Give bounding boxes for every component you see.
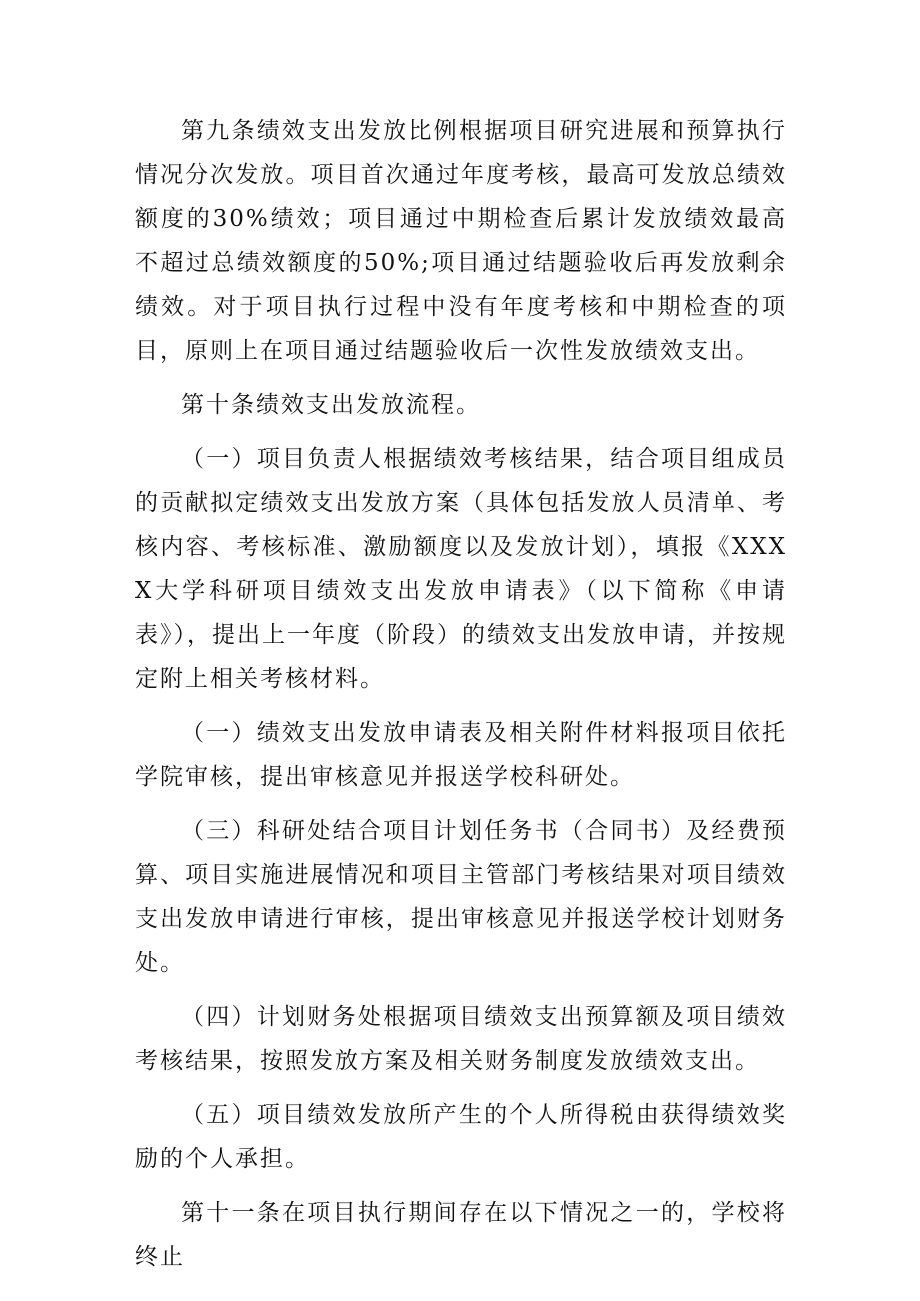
document-body — [135, 109, 787, 1279]
article-10-item-5: （五）项目绩效发放所产生的个人所得税由获得绩效奖励的个人承担。 — [135, 1102, 787, 1172]
article-10-item-4: （四）计划财务处根据项目绩效支出预算额及项目绩效考核结果，按照发放方案及相关财务制度发放绩效支出。 — [135, 1004, 787, 1074]
article-10-item-2: （一）绩效支出发放申请表及相关附件材料报项目依托学院审核，提出审核意见并报送学校科研处。 — [135, 720, 787, 790]
article-9-paragraph: 第九条绩效支出发放比例根据项目研究进展和预算执行情况分次发放。项目首次通过年度考核，最高可发放总绩效额度的30%绩效；项目通过中期检查后累计发放绩效最高不超过总绩效额度的50%;项目通过结题验收后再发放剩余绩效。对于项目执行过程中没有年度考核和中期检查的项目，原则上在项目通过结题验收后一次性发放绩效支出。 — [135, 118, 787, 364]
article-10-item-1: （一）项目负责人根据绩效考核结果，结合项目组成员的贡献拟定绩效支出发放方案（具体包括发放人员清单、考核内容、考核标准、激励额度以及发放计划），填报《XXXX大学科研项目绩效支出发放申请表》（以下简称《申请表》），提出上一年度（阶段）的绩效支出发放申请，并按规定附上相关考核材料。 — [135, 446, 787, 692]
article-10-heading: 第十条绩效支出发放流程。 — [181, 392, 481, 418]
article-11-paragraph: 第十一条在项目执行期间存在以下情况之一的，学校将终止 — [135, 1200, 787, 1270]
article-10-item-3: （三）科研处结合项目计划任务书（合同书）及经费预算、项目实施进展情况和项目主管部门考核结果对项目绩效支出发放申请进行审核，提出审核意见并报送学校计划财务处。 — [135, 818, 787, 976]
